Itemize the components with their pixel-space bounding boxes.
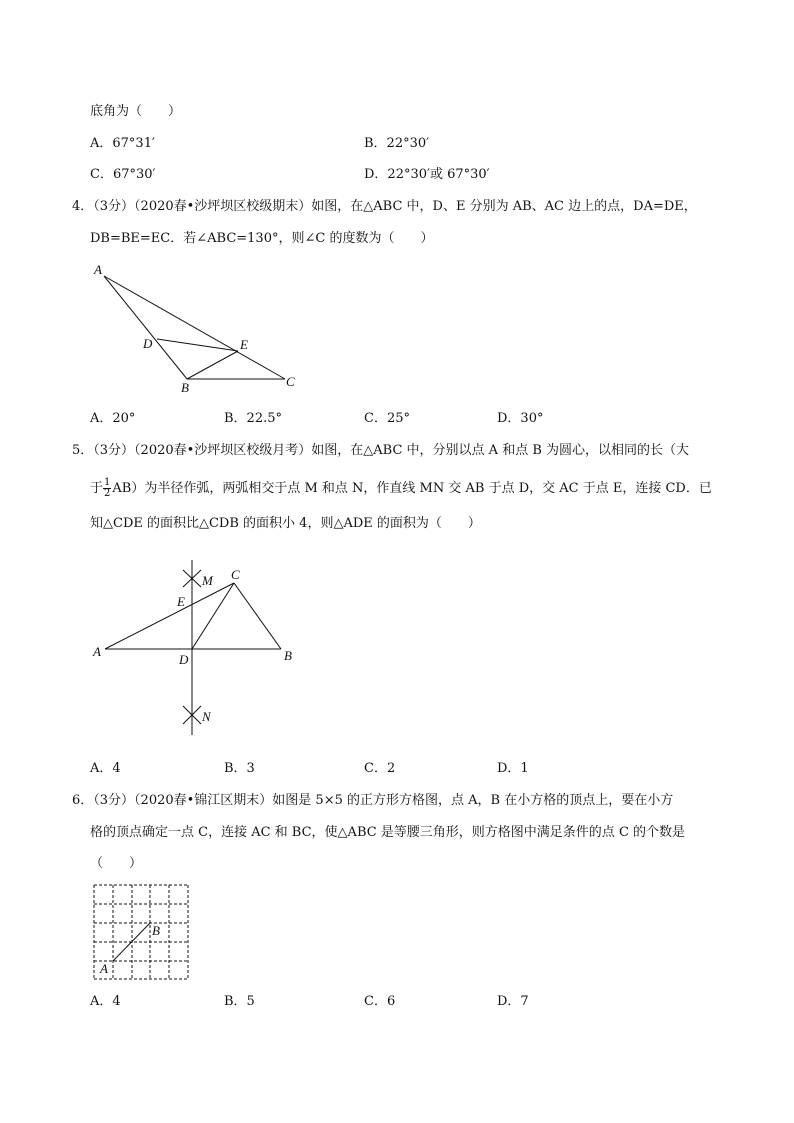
- q5-option-b[interactable]: B．3: [224, 761, 255, 776]
- q4-label-e: E: [240, 337, 248, 352]
- q6-stem-line1: 6．（3分）（2020春•锦江区期末）如图是 5×5 的正方形方格图，点 A，B 在小方格的顶点上，要在小方: [72, 793, 674, 808]
- q5-option-d[interactable]: D．1: [497, 761, 529, 776]
- q5-fraction-denominator: 2: [104, 488, 111, 499]
- q5-fraction-numerator: 1: [104, 477, 111, 488]
- q6-label-a: A: [100, 961, 108, 976]
- q5-label-a: A: [93, 644, 101, 659]
- q5-label-d: D: [179, 652, 189, 667]
- q5-option-c[interactable]: C．2: [364, 761, 396, 776]
- q5-stem-line2-pre: 于: [90, 481, 104, 496]
- q4-option-a[interactable]: A．20°: [90, 411, 136, 426]
- q4-label-d: D: [143, 336, 153, 351]
- q4-option-d[interactable]: D．30°: [497, 411, 544, 426]
- q3-option-b[interactable]: B．22°30′: [364, 136, 430, 151]
- q4-stem-line1: 4．（3分）（2020春•沙坪坝区校级期末）如图，在△ABC 中，D、E 分别为 AB、AC 边上的点，DA=DE，: [72, 199, 697, 214]
- q6-stem-line3: （ ）: [90, 856, 143, 871]
- q6-stem-line2: 格的顶点确定一点 C，连接 AC 和 BC，使△ABC 是等腰三角形，则方格图中满足条件的点 C 的个数是: [90, 825, 686, 840]
- q6-option-c[interactable]: C．6: [364, 994, 396, 1009]
- q6-option-d[interactable]: D．7: [497, 994, 529, 1009]
- q5-label-n: N: [202, 709, 211, 724]
- q5-option-a[interactable]: A．4: [90, 761, 121, 776]
- q5-stem-line3: 知△CDE 的面积比△CDB 的面积小 4，则△ADE 的面积为（ ）: [90, 516, 481, 531]
- q4-option-c[interactable]: C．25°: [364, 411, 410, 426]
- q3-option-d[interactable]: D．22°30′或 67°30′: [364, 167, 490, 182]
- q6-option-b[interactable]: B．5: [224, 994, 255, 1009]
- q5-label-e: E: [177, 594, 185, 609]
- q3-option-a[interactable]: A．67°31′: [90, 136, 155, 151]
- q5-label-c: C: [231, 567, 240, 582]
- q4-label-b: B: [181, 380, 189, 395]
- q5-stem-line1: 5．（3分）（2020春•沙坪坝区校级月考）如图，在△ABC 中，分别以点 A 和点 B 为圆心，以相同的长（大: [72, 443, 690, 458]
- q5-label-m: M: [202, 573, 213, 588]
- q6-option-a[interactable]: A．4: [90, 994, 121, 1009]
- q3-option-c[interactable]: C．67°30′: [90, 167, 156, 182]
- q5-label-b: B: [284, 648, 292, 663]
- q5-stem-line2-post: AB）为半径作弧，两弧相交于点 M 和点 N，作直线 MN 交 AB 于点 D，交 AC 于点 E，连接 CD．已: [112, 481, 712, 496]
- q4-stem-line2: DB=BE=EC．若∠ABC=130°，则∠C 的度数为（ ）: [90, 231, 434, 246]
- q4-label-a: A: [94, 262, 102, 277]
- q6-label-b: B: [152, 923, 160, 938]
- q3-stem-tail: 底角为（ ）: [90, 104, 182, 119]
- q4-option-b[interactable]: B．22.5°: [224, 411, 282, 426]
- q4-label-c: C: [286, 374, 295, 389]
